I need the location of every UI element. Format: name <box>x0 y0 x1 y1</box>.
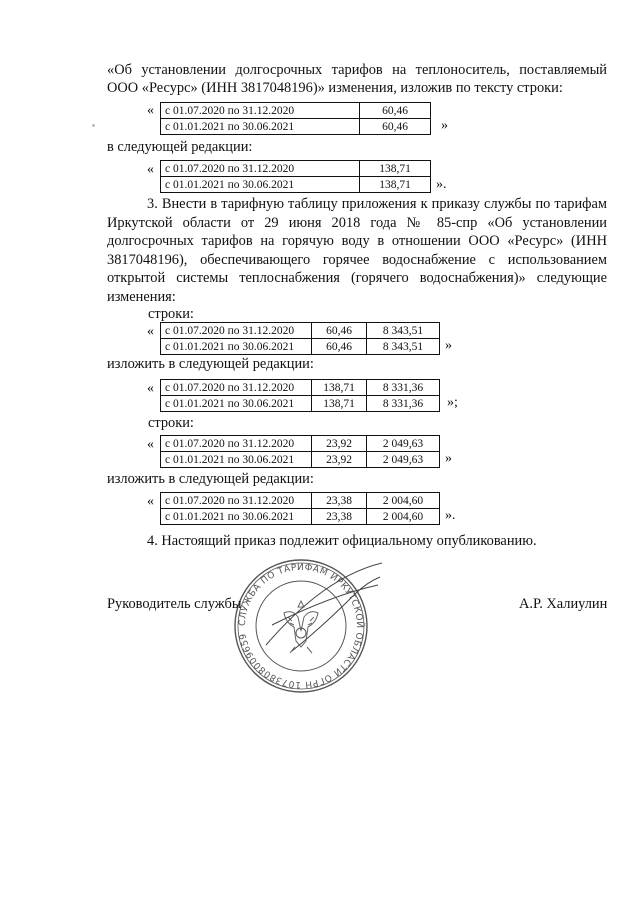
period-cell: с 01.01.2021 по 30.06.2021 <box>161 452 312 468</box>
period-cell: с 01.07.2020 по 31.12.2020 <box>161 380 312 396</box>
tariff-table-4 <box>160 379 440 412</box>
table-row <box>161 177 431 193</box>
period-cell: с 01.07.2020 по 31.12.2020 <box>161 103 360 119</box>
handwritten-signature <box>262 555 390 655</box>
table-row <box>161 509 440 525</box>
seal-text: СЛУЖБА ПО ТАРИФАМ ИРКУТСКОЙ ОБЛАСТИ ОГРН 1073808009659 <box>237 562 365 690</box>
table-row <box>161 119 431 135</box>
period-cell: с 01.07.2020 по 31.12.2020 <box>161 161 360 177</box>
value-cell: 2 004,60 <box>367 493 440 509</box>
value-cell: 2 049,63 <box>367 436 440 452</box>
open-quote: « <box>147 494 154 509</box>
signatory-position: Руководитель службы <box>107 596 242 612</box>
label-set-new: изложить в следующей редакции: <box>107 471 314 487</box>
value-cell: 60,46 <box>312 339 367 355</box>
period-cell: с 01.01.2021 по 30.06.2021 <box>161 509 312 525</box>
open-quote: « <box>147 437 154 452</box>
table-row <box>161 161 431 177</box>
value-cell: 23,38 <box>312 493 367 509</box>
label-rows: строки: <box>148 415 194 431</box>
value-cell: 8 331,36 <box>367 380 440 396</box>
close-quote-semicolon: »; <box>447 395 458 410</box>
table-row <box>161 452 440 468</box>
tariff-table-3 <box>160 322 440 355</box>
value-cell: 2 004,60 <box>367 509 440 525</box>
scan-speck <box>92 124 95 127</box>
close-quote: » <box>445 338 452 353</box>
close-quote: » <box>445 451 452 466</box>
value-cell: 23,38 <box>312 509 367 525</box>
period-cell: с 01.07.2020 по 31.12.2020 <box>161 493 312 509</box>
period-cell: с 01.01.2021 по 30.06.2021 <box>161 119 360 135</box>
value-cell: 23,92 <box>312 452 367 468</box>
value-cell: 8 343,51 <box>367 323 440 339</box>
period-cell: с 01.01.2021 по 30.06.2021 <box>161 177 360 193</box>
value-cell: 60,46 <box>360 103 431 119</box>
value-cell: 2 049,63 <box>367 452 440 468</box>
table-row <box>161 103 431 119</box>
period-cell: с 01.07.2020 по 31.12.2020 <box>161 436 312 452</box>
label-new-edition: в следующей редакции: <box>107 139 253 155</box>
open-quote: « <box>147 324 154 339</box>
value-cell: 23,92 <box>312 436 367 452</box>
intro-line-1: «Об установлении долгосрочных тарифов на теплоноситель, поставляемый <box>107 62 607 78</box>
table-row <box>161 380 440 396</box>
label-set-new: изложить в следующей редакции: <box>107 356 314 372</box>
table-row <box>161 396 440 412</box>
open-quote: « <box>147 162 154 177</box>
tariff-table-2 <box>160 160 431 193</box>
value-cell: 138,71 <box>360 177 431 193</box>
period-cell: с 01.07.2020 по 31.12.2020 <box>161 323 312 339</box>
paragraph-4: 4. Настоящий приказ подлежит официальному опубликованию. <box>147 533 537 549</box>
period-cell: с 01.01.2021 по 30.06.2021 <box>161 339 312 355</box>
value-cell: 8 343,51 <box>367 339 440 355</box>
value-cell: 138,71 <box>360 161 431 177</box>
paragraph-3: 3. Внести в тарифную таблицу приложения к приказу службы по тарифам Иркутской области от 29 июня 2018 года № 85-спр «Об установлении долгосрочных тарифов на горячую воду в отношении ООО «Ресурс» (ИНН 3817048196), обеспечивающего горячее водоснабжение с использованием открытой системы теплоснабжения (горячего водоснабжения)» следующие изменения: <box>107 196 607 305</box>
table-row <box>161 493 440 509</box>
value-cell: 60,46 <box>360 119 431 135</box>
close-quote-dot: ». <box>445 508 456 523</box>
value-cell: 138,71 <box>312 380 367 396</box>
intro-line-2: ООО «Ресурс» (ИНН 3817048196)» изменения, изложив по тексту строки: <box>107 80 563 96</box>
period-cell: с 01.01.2021 по 30.06.2021 <box>161 396 312 412</box>
value-cell: 138,71 <box>312 396 367 412</box>
close-quote-dot: ». <box>436 177 447 192</box>
open-quote: « <box>147 103 154 118</box>
open-quote: « <box>147 381 154 396</box>
table-row <box>161 323 440 339</box>
table-row <box>161 436 440 452</box>
tariff-table-6 <box>160 492 440 525</box>
close-quote: » <box>441 118 448 133</box>
table-row <box>161 339 440 355</box>
signatory-name: А.Р. Халиулин <box>519 596 608 612</box>
tariff-table-1 <box>160 102 431 135</box>
tariff-table-5 <box>160 435 440 468</box>
label-rows: строки: <box>148 306 194 322</box>
value-cell: 60,46 <box>312 323 367 339</box>
value-cell: 8 331,36 <box>367 396 440 412</box>
